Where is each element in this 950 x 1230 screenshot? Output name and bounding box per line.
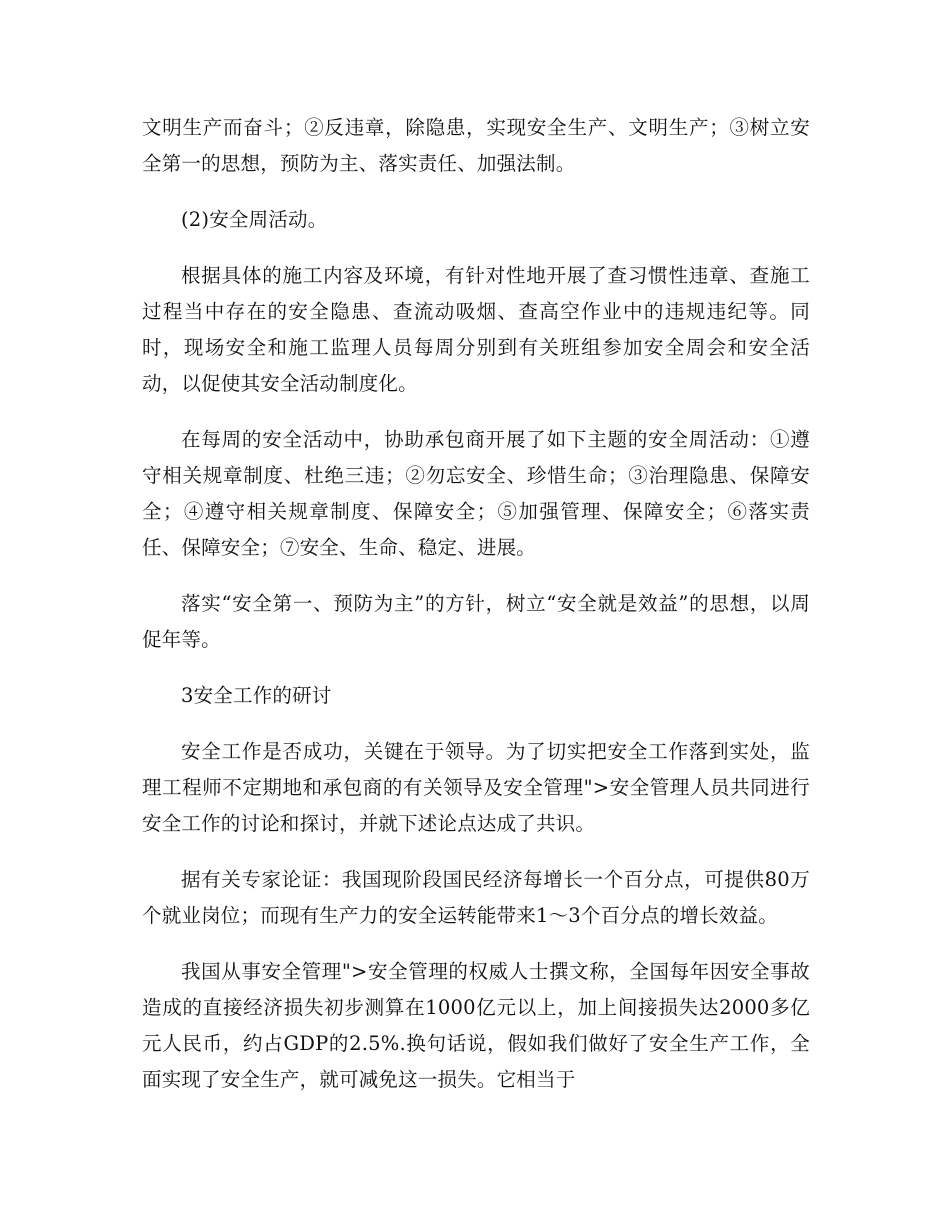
paragraph-safety-week-themes: 在每周的安全活动中，协助承包商开展了如下主题的安全周活动：①遵守相关规章制度、杜绝三违；②勿忘安全、珍惜生命；③治理隐患、保障安全；④遵守相关规章制度、保障安全；⑤加强管理、保障安全；⑥落实责任、保障安全；⑦安全、生命、稳定、进展。 bbox=[142, 428, 810, 559]
paragraph-policy: 落实“安全第一、预防为主”的方针，树立“安全就是效益”的思想，以周促年等。 bbox=[142, 592, 810, 651]
paragraph-continuation: 文明生产而奋斗；②反违章，除隐患，实现安全生产、文明生产；③树立安全第一的思想，预防为主、落实责任、加强法制。 bbox=[142, 116, 810, 175]
paragraph-economic-loss: 我国从事安全管理">安全管理的权威人士撰文称，全国每年因安全事故造成的直接经济损失初步测算在1000亿元以上，加上间接损失达2000多亿元人民币，约占GDP的2.5%.换句话说，假如我们做好了安全生产工作，全面实现了安全生产，就可减免这一损失。它相当于 bbox=[142, 960, 810, 1091]
document-body bbox=[142, 110, 810, 1118]
section-heading-safety-discussion: 3安全工作的研讨 bbox=[181, 684, 332, 707]
paragraph-safety-week-content: 根据具体的施工内容及环境，有针对性地开展了查习惯性违章、查施工过程当中存在的安全隐患、查流动吸烟、查高空作业中的违规违纪等。同时，现场安全和施工监理人员每周分别到有关班组参加安全周会和安全活动，以促使其安全活动制度化。 bbox=[142, 264, 810, 395]
section-heading-safety-week: (2)安全周活动。 bbox=[181, 208, 328, 231]
paragraph-expert-argument: 据有关专家论证：我国现阶段国民经济每增长一个百分点，可提供80万个就业岗位；而现有生产力的安全运转能带来1～3个百分点的增长效益。 bbox=[142, 868, 810, 927]
paragraph-leadership: 安全工作是否成功，关键在于领导。为了切实把安全工作落到实处，监理工程师不定期地和承包商的有关领导及安全管理">安全管理人员共同进行安全工作的讨论和探讨，并就下述论点达成了共识。 bbox=[142, 740, 810, 835]
